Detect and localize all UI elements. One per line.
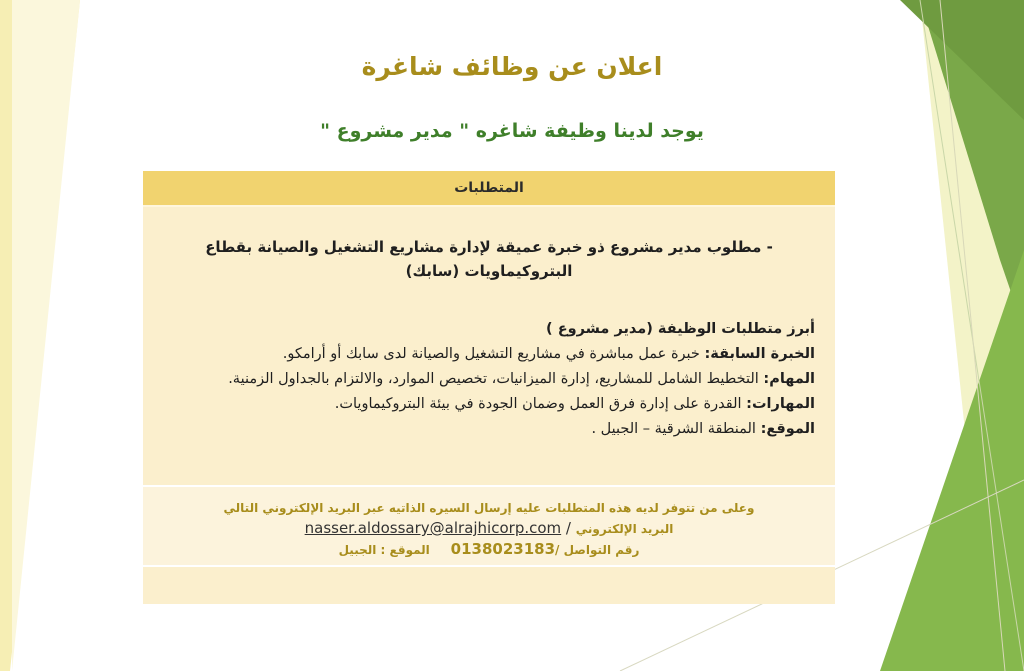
job-intro: - مطلوب مدير مشروع ذو خبرة عميقة لإدارة مشاريع التشغيل والصيانة بقطاع البتروكيماويات (سابك) bbox=[205, 238, 773, 280]
table-body bbox=[143, 207, 835, 487]
phone-number: 0138023183 bbox=[450, 540, 556, 558]
list-item bbox=[163, 342, 815, 367]
page-title: اعلان عن وظائف شاغرة bbox=[361, 52, 663, 81]
email-separator: / bbox=[561, 519, 576, 537]
location-text: الموقع : الجبيل bbox=[338, 543, 430, 557]
email-line bbox=[143, 517, 835, 540]
item-text: المنطقة الشرقية – الجبيل . bbox=[591, 421, 761, 437]
list-item bbox=[163, 367, 815, 392]
email-label: البريد الإلكتروني bbox=[575, 522, 674, 536]
item-text: التخطيط الشامل للمشاريع، إدارة الميزانيات، تخصيص الموارد، والالتزام بالجداول الزمنية. bbox=[228, 371, 764, 387]
table-header: المتطلبات bbox=[143, 171, 835, 207]
requirements-table bbox=[143, 171, 835, 606]
item-text: خبرة عمل مباشرة في مشاريع التشغيل والصيانة لدى سابك أو أرامكو. bbox=[282, 346, 705, 362]
list-item bbox=[163, 392, 815, 417]
requirements-list bbox=[163, 317, 815, 442]
table-footer bbox=[143, 487, 835, 567]
list-item bbox=[163, 417, 815, 442]
left-light-band bbox=[12, 0, 80, 671]
table-empty-row bbox=[143, 567, 835, 604]
item-label: الموقع: bbox=[760, 421, 815, 437]
contact-instruction: وعلى من تتوفر لديه هذه المتطلبات عليه إرسال السيره الذاتيه عبر البريد الإلكتروني التالي bbox=[223, 501, 755, 515]
item-label: المهام: bbox=[763, 371, 815, 387]
phone-label: رقم التواصل / bbox=[555, 543, 640, 557]
page-subtitle: يوجد لدينا وظيفة شاغره " مدير مشروع " bbox=[320, 120, 704, 142]
email-link[interactable]: nasser.aldossary@alrajhicorp.com bbox=[304, 519, 562, 537]
right-green-bottom bbox=[880, 250, 1024, 671]
requirements-heading: أبرز متطلبات الوظيفة (مدير مشروع ) bbox=[546, 321, 815, 337]
item-label: الخبرة السابقة: bbox=[704, 346, 815, 362]
phone-line bbox=[143, 540, 835, 559]
item-text: القدرة على إدارة فرق العمل وضمان الجودة في بيئة البتروكيماويات. bbox=[334, 396, 747, 412]
item-label: المهارات: bbox=[746, 396, 815, 412]
